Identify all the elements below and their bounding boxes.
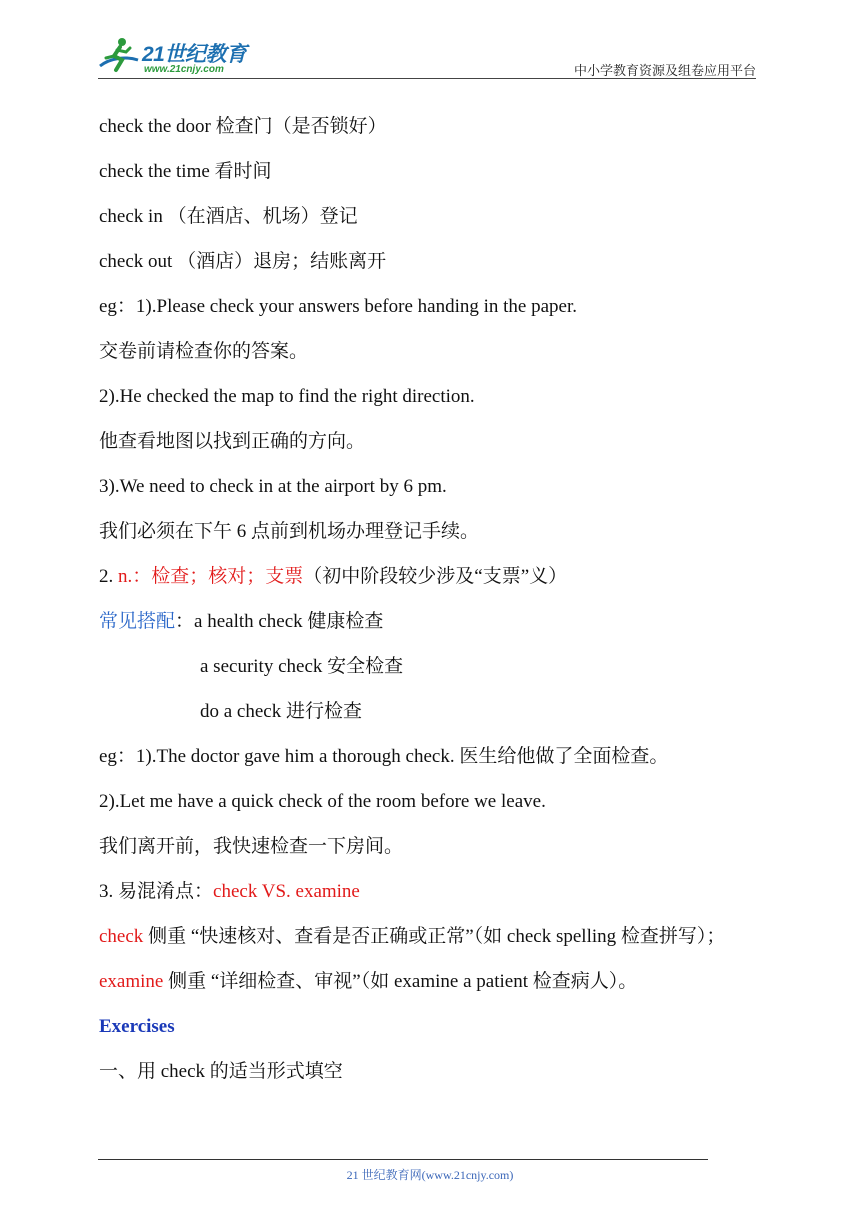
check-term: check [99,926,144,947]
example-3-zh: 我们必须在下午 6 点前到机场办理登记手续。 [99,521,480,542]
example-3-en: 3).We need to check in at the airport by 6 pm. [99,476,447,497]
page-footer: 21 世纪教育网(www.21cnjy.com) [346,1168,514,1182]
document-body [99,104,764,1094]
examine-usage: 侧重 “详细检查、审视”（如 examine a patient 检查病人）。 [163,971,638,992]
phrase-check-in: check in （在酒店、机场）登记 [99,206,358,227]
confusion-number: 3. 易混淆点： [99,881,214,902]
noun-example-2-en: 2).Let me have a quick check of the room before we leave. [99,791,546,812]
runner-logo-icon [96,36,140,76]
collocation-do-a-check: do a check 进行检查 [200,701,362,722]
collocation-heading: 常见搭配 [99,611,176,632]
exercise-1-instruction: 一、用 check 的适当形式填空 [99,1061,343,1082]
site-logo [96,36,266,78]
check-usage: 侧重 “快速核对、查看是否正确或正常”（如 check spelling 检查拼写）； [143,926,726,947]
platform-name: 中小学教育资源及组卷应用平台 [573,63,756,78]
phrase-check-out: check out （酒店）退房；结账离开 [99,251,387,272]
noun-number: 2. [99,566,118,587]
confusion-terms: check VS. examine [213,881,360,902]
collocation-security-check: a security check 安全检查 [200,656,404,677]
noun-meaning: n.：检查；核对；支票 [118,566,304,587]
noun-example-1: eg：1).The doctor gave him a thorough check. 医生给他做了全面检查。 [99,746,669,767]
noun-definition [99,554,764,599]
examine-term: examine [99,971,164,992]
page-header [0,0,860,80]
example-1-zh: 交卷前请检查你的答案。 [99,341,309,362]
noun-note: （初中阶段较少涉及“支票”义） [303,566,568,587]
logo-name: 21世纪教育 [142,43,247,66]
examine-usage-note [99,959,764,1004]
collocation-1 [99,599,764,644]
example-1-en: eg：1).Please check your answers before handing in the paper. [99,296,577,317]
confusion-heading [99,869,764,914]
phrase-check-the-time: check the time 看时间 [99,161,272,182]
check-usage-note [99,914,764,959]
example-2-zh: 他查看地图以找到正确的方向。 [99,431,366,452]
noun-example-2-zh: 我们离开前，我快速检查一下房间。 [99,836,404,857]
phrase-check-the-door: check the door 检查门（是否锁好） [99,116,387,137]
header-divider [98,78,756,79]
footer-divider [98,1159,708,1160]
example-2-en: 2).He checked the map to find the right direction. [99,386,475,407]
collocation-health-check: ：a health check 健康检查 [175,611,384,632]
exercises-heading: Exercises [99,1016,175,1037]
logo-url: www.21cnjy.com [144,64,224,75]
